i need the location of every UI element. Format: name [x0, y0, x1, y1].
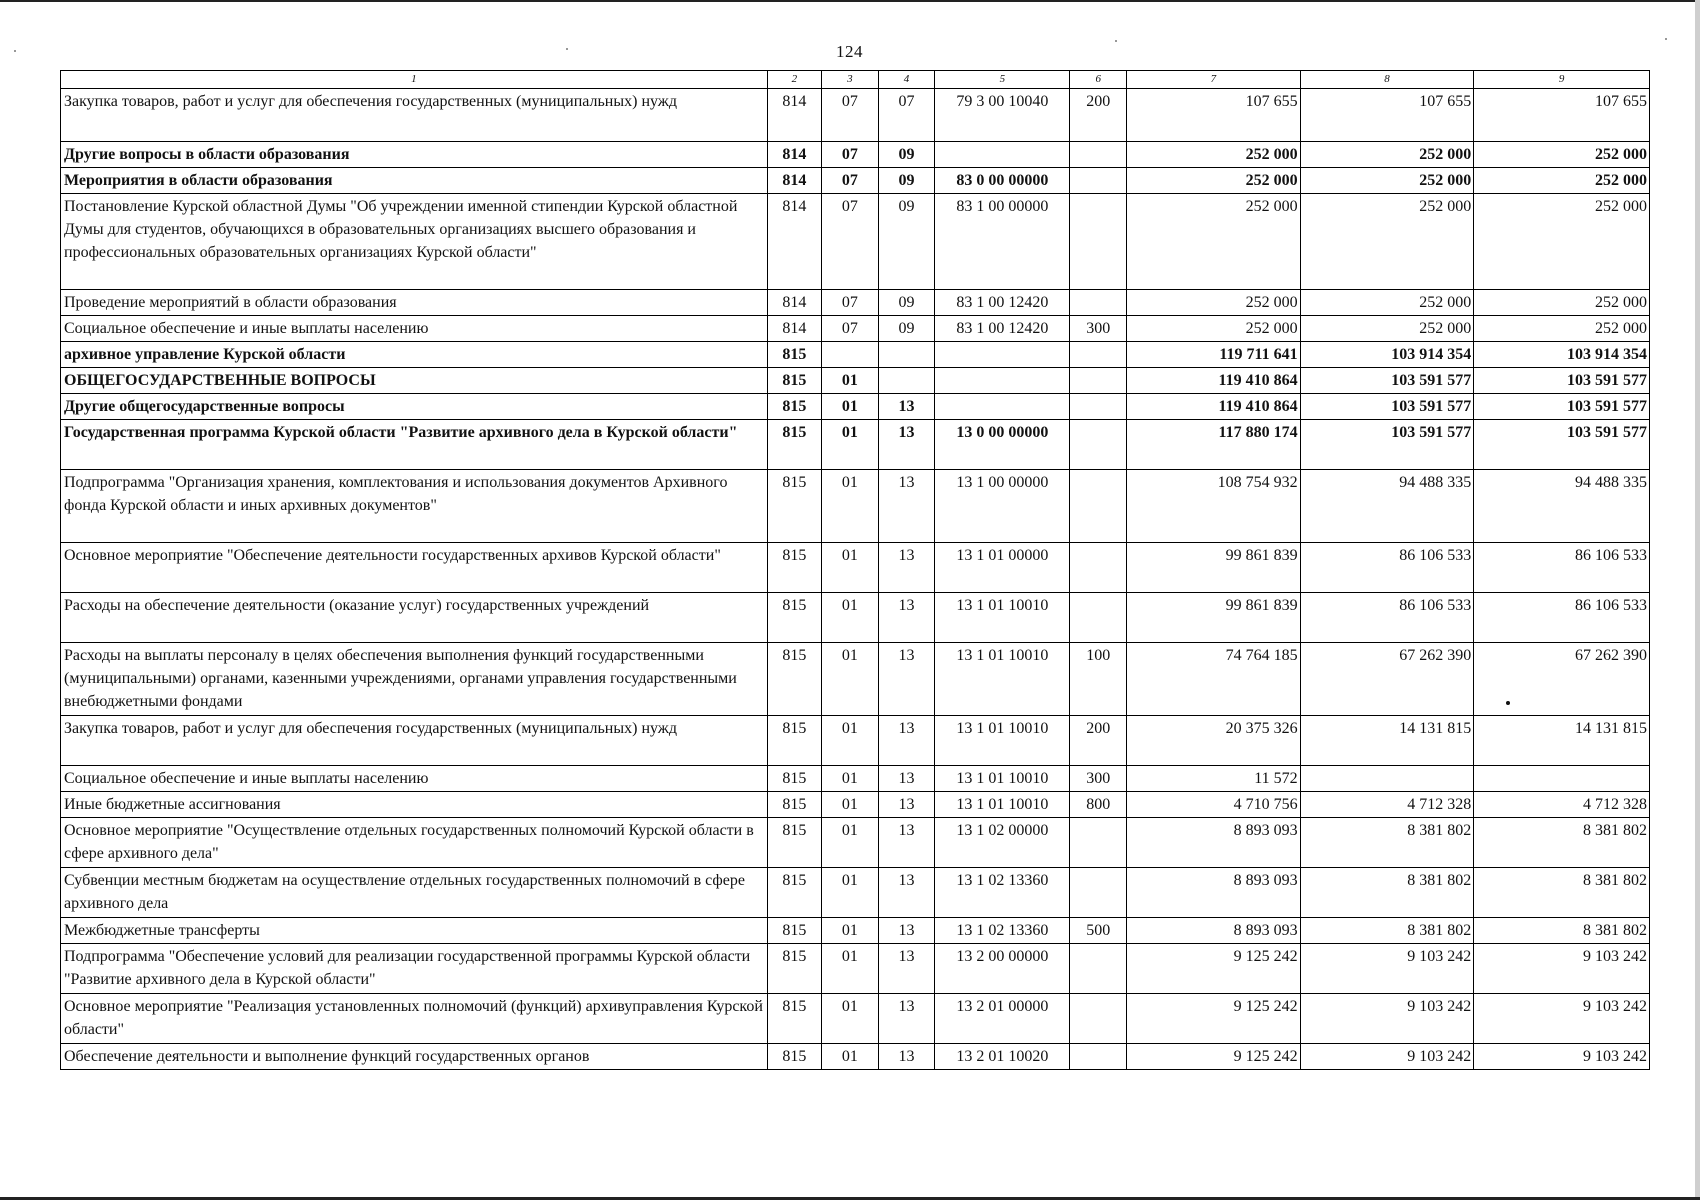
cell-expense-type — [1070, 818, 1127, 868]
cell-subsection — [878, 368, 935, 394]
table-row — [61, 290, 1650, 316]
cell-subsection: 09 — [878, 290, 935, 316]
cell-amount-col7: 20 375 326 — [1127, 716, 1301, 766]
cell-amount-col8: 8 381 802 — [1300, 918, 1474, 944]
cell-section: 07 — [822, 89, 879, 142]
cell-amount-col9: 9 103 242 — [1474, 1044, 1650, 1070]
cell-ministry-code: 815 — [767, 420, 822, 470]
cell-target-article — [935, 394, 1070, 420]
cell-amount-col8: 94 488 335 — [1300, 470, 1474, 543]
cell-expense-type: 200 — [1070, 716, 1127, 766]
cell-amount-col8: 9 103 242 — [1300, 994, 1474, 1044]
cell-amount-col9: 252 000 — [1474, 290, 1650, 316]
cell-ministry-code: 815 — [767, 944, 822, 994]
cell-target-article: 13 1 01 10010 — [935, 716, 1070, 766]
page-number: 124 — [836, 42, 863, 61]
cell-ministry-code: 815 — [767, 918, 822, 944]
cell-subsection: 13 — [878, 818, 935, 868]
cell-amount-col7: 8 893 093 — [1127, 868, 1301, 918]
cell-section: 07 — [822, 194, 879, 290]
cell-amount-col7: 252 000 — [1127, 290, 1301, 316]
cell-expense-type — [1070, 994, 1127, 1044]
cell-subsection: 09 — [878, 168, 935, 194]
cell-ministry-code: 815 — [767, 470, 822, 543]
cell-section: 01 — [822, 994, 879, 1044]
scan-dot — [1506, 701, 1510, 705]
cell-target-article: 13 2 01 00000 — [935, 994, 1070, 1044]
row-name: Закупка товаров, работ и услуг для обеспечения государственных (муниципальных) нужд — [61, 716, 768, 766]
cell-amount-col8: 252 000 — [1300, 194, 1474, 290]
cell-amount-col7: 99 861 839 — [1127, 543, 1301, 593]
column-header: 6 — [1070, 71, 1127, 89]
cell-target-article: 13 1 01 10010 — [935, 593, 1070, 643]
cell-subsection: 13 — [878, 868, 935, 918]
cell-subsection: 13 — [878, 944, 935, 994]
cell-expense-type — [1070, 420, 1127, 470]
table-row — [61, 1044, 1650, 1070]
cell-expense-type — [1070, 394, 1127, 420]
row-name: Основное мероприятие "Обеспечение деятельности государственных архивов Курской области" — [61, 543, 768, 593]
cell-amount-col7: 119 410 864 — [1127, 368, 1301, 394]
cell-amount-col7: 99 861 839 — [1127, 593, 1301, 643]
cell-amount-col7: 119 410 864 — [1127, 394, 1301, 420]
table-row — [61, 168, 1650, 194]
cell-expense-type — [1070, 868, 1127, 918]
cell-amount-col7: 252 000 — [1127, 168, 1301, 194]
cell-section: 01 — [822, 944, 879, 994]
table-row — [61, 918, 1650, 944]
row-name: Мероприятия в области образования — [61, 168, 768, 194]
cell-subsection: 13 — [878, 470, 935, 543]
row-name: Постановление Курской областной Думы "Об учреждении именной стипендии Курской областной Думы для студентов, обучающихся в образовательных организациях высшего образования и профессиональных образовательных организациях Курской области" — [61, 194, 768, 290]
cell-subsection: 13 — [878, 543, 935, 593]
cell-section: 07 — [822, 142, 879, 168]
cell-ministry-code: 815 — [767, 792, 822, 818]
cell-amount-col8: 14 131 815 — [1300, 716, 1474, 766]
cell-amount-col8: 67 262 390 — [1300, 643, 1474, 716]
cell-target-article: 13 1 01 00000 — [935, 543, 1070, 593]
table-row — [61, 420, 1650, 470]
column-header: 1 — [61, 71, 768, 89]
cell-expense-type — [1070, 142, 1127, 168]
cell-section: 01 — [822, 766, 879, 792]
cell-ministry-code: 814 — [767, 290, 822, 316]
cell-amount-col9: 67 262 390 — [1474, 643, 1650, 716]
row-name: Социальное обеспечение и иные выплаты населению — [61, 316, 768, 342]
cell-subsection: 13 — [878, 792, 935, 818]
cell-amount-col7: 9 125 242 — [1127, 994, 1301, 1044]
cell-amount-col8: 103 591 577 — [1300, 420, 1474, 470]
cell-amount-col9: 4 712 328 — [1474, 792, 1650, 818]
cell-amount-col7: 4 710 756 — [1127, 792, 1301, 818]
cell-expense-type: 300 — [1070, 316, 1127, 342]
cell-target-article — [935, 342, 1070, 368]
cell-amount-col8: 86 106 533 — [1300, 593, 1474, 643]
cell-ministry-code: 815 — [767, 543, 822, 593]
cell-amount-col8: 103 591 577 — [1300, 394, 1474, 420]
cell-target-article: 83 1 00 12420 — [935, 290, 1070, 316]
cell-expense-type: 200 — [1070, 89, 1127, 142]
row-name: Обеспечение деятельности и выполнение функций государственных органов — [61, 1044, 768, 1070]
cell-expense-type: 800 — [1070, 792, 1127, 818]
cell-amount-col9: 107 655 — [1474, 89, 1650, 142]
cell-target-article: 13 2 01 10020 — [935, 1044, 1070, 1070]
cell-amount-col9: 252 000 — [1474, 142, 1650, 168]
scan-edge-top — [0, 0, 1700, 2]
cell-amount-col9: 103 914 354 — [1474, 342, 1650, 368]
cell-expense-type — [1070, 168, 1127, 194]
cell-amount-col7: 108 754 932 — [1127, 470, 1301, 543]
cell-target-article: 13 1 01 10010 — [935, 766, 1070, 792]
table-row — [61, 944, 1650, 994]
table-row — [61, 994, 1650, 1044]
cell-target-article — [935, 368, 1070, 394]
cell-amount-col9: 9 103 242 — [1474, 944, 1650, 994]
cell-section: 01 — [822, 1044, 879, 1070]
cell-amount-col9: 252 000 — [1474, 316, 1650, 342]
table-row — [61, 766, 1650, 792]
cell-amount-col8: 103 914 354 — [1300, 342, 1474, 368]
table-row — [61, 470, 1650, 543]
row-name: Расходы на выплаты персоналу в целях обеспечения выполнения функций государственными (муниципальными) органами, казенными учреждениями, органами управления государственными внебюджетными фондами — [61, 643, 768, 716]
column-header: 2 — [767, 71, 822, 89]
cell-amount-col8: 107 655 — [1300, 89, 1474, 142]
cell-target-article: 13 0 00 00000 — [935, 420, 1070, 470]
scan-edge-right — [1695, 0, 1700, 1200]
cell-subsection: 13 — [878, 593, 935, 643]
cell-section: 01 — [822, 643, 879, 716]
cell-ministry-code: 814 — [767, 142, 822, 168]
cell-expense-type — [1070, 593, 1127, 643]
cell-target-article: 83 1 00 12420 — [935, 316, 1070, 342]
cell-amount-col9: 86 106 533 — [1474, 543, 1650, 593]
cell-expense-type: 300 — [1070, 766, 1127, 792]
table-body — [61, 71, 1650, 1070]
row-name: ОБЩЕГОСУДАРСТВЕННЫЕ ВОПРОСЫ — [61, 368, 768, 394]
cell-expense-type — [1070, 194, 1127, 290]
row-name: Подпрограмма "Обеспечение условий для реализации государственной программы Курской области "Развитие архивного дела в Курской области" — [61, 944, 768, 994]
cell-section: 01 — [822, 792, 879, 818]
scan-speck — [14, 50, 16, 52]
cell-target-article: 13 1 01 10010 — [935, 792, 1070, 818]
cell-subsection: 13 — [878, 420, 935, 470]
cell-amount-col8: 252 000 — [1300, 142, 1474, 168]
cell-amount-col8: 9 103 242 — [1300, 1044, 1474, 1070]
cell-subsection: 13 — [878, 643, 935, 716]
cell-ministry-code: 815 — [767, 394, 822, 420]
cell-amount-col9: 8 381 802 — [1474, 868, 1650, 918]
cell-subsection: 13 — [878, 766, 935, 792]
row-name: Закупка товаров, работ и услуг для обеспечения государственных (муниципальных) нужд — [61, 89, 768, 142]
cell-section: 01 — [822, 420, 879, 470]
cell-ministry-code: 814 — [767, 168, 822, 194]
table-row — [61, 543, 1650, 593]
row-name: Социальное обеспечение и иные выплаты населению — [61, 766, 768, 792]
cell-amount-col9 — [1474, 766, 1650, 792]
cell-target-article: 79 3 00 10040 — [935, 89, 1070, 142]
cell-subsection: 09 — [878, 316, 935, 342]
table-row — [61, 342, 1650, 368]
cell-amount-col7: 11 572 — [1127, 766, 1301, 792]
table-row — [61, 194, 1650, 290]
cell-ministry-code: 815 — [767, 868, 822, 918]
scan-speck — [1115, 40, 1117, 42]
table-row — [61, 716, 1650, 766]
cell-target-article: 13 1 00 00000 — [935, 470, 1070, 543]
cell-section: 01 — [822, 543, 879, 593]
cell-amount-col8: 8 381 802 — [1300, 868, 1474, 918]
row-name: Основное мероприятие "Реализация установленных полномочий (функций) архивуправления Курской области" — [61, 994, 768, 1044]
cell-section: 07 — [822, 290, 879, 316]
cell-ministry-code: 814 — [767, 194, 822, 290]
cell-amount-col9: 252 000 — [1474, 168, 1650, 194]
cell-subsection — [878, 342, 935, 368]
column-header: 3 — [822, 71, 879, 89]
cell-amount-col7: 9 125 242 — [1127, 944, 1301, 994]
cell-ministry-code: 815 — [767, 342, 822, 368]
table-row — [61, 593, 1650, 643]
table-row — [61, 818, 1650, 868]
table-row — [61, 792, 1650, 818]
column-header: 9 — [1474, 71, 1650, 89]
cell-amount-col9: 8 381 802 — [1474, 818, 1650, 868]
cell-subsection: 07 — [878, 89, 935, 142]
cell-section: 07 — [822, 168, 879, 194]
cell-amount-col7: 252 000 — [1127, 194, 1301, 290]
cell-amount-col9: 14 131 815 — [1474, 716, 1650, 766]
cell-amount-col9: 103 591 577 — [1474, 394, 1650, 420]
cell-section: 01 — [822, 716, 879, 766]
cell-ministry-code: 815 — [767, 818, 822, 868]
cell-amount-col9: 94 488 335 — [1474, 470, 1650, 543]
cell-amount-col9: 9 103 242 — [1474, 994, 1650, 1044]
table-row — [61, 394, 1650, 420]
cell-amount-col9: 103 591 577 — [1474, 420, 1650, 470]
cell-ministry-code: 815 — [767, 766, 822, 792]
cell-expense-type: 500 — [1070, 918, 1127, 944]
cell-subsection: 09 — [878, 142, 935, 168]
scan-speck — [1665, 38, 1667, 40]
cell-ministry-code: 815 — [767, 716, 822, 766]
cell-section: 01 — [822, 818, 879, 868]
table-row — [61, 89, 1650, 142]
budget-table — [60, 70, 1650, 1070]
cell-section: 01 — [822, 368, 879, 394]
cell-expense-type — [1070, 470, 1127, 543]
row-name: Расходы на обеспечение деятельности (оказание услуг) государственных учреждений — [61, 593, 768, 643]
row-name: Государственная программа Курской области "Развитие архивного дела в Курской области" — [61, 420, 768, 470]
cell-expense-type — [1070, 944, 1127, 994]
cell-subsection: 13 — [878, 994, 935, 1044]
column-header-row — [61, 71, 1650, 89]
cell-subsection: 13 — [878, 1044, 935, 1070]
table-row — [61, 868, 1650, 918]
cell-ministry-code: 814 — [767, 316, 822, 342]
row-name: Подпрограмма "Организация хранения, комплектования и использования документов Архивного фонда Курской области и иных архивных документов" — [61, 470, 768, 543]
cell-target-article — [935, 142, 1070, 168]
cell-target-article: 83 1 00 00000 — [935, 194, 1070, 290]
cell-amount-col8: 8 381 802 — [1300, 818, 1474, 868]
cell-subsection: 13 — [878, 918, 935, 944]
cell-amount-col7: 119 711 641 — [1127, 342, 1301, 368]
row-name: Другие общегосударственные вопросы — [61, 394, 768, 420]
cell-amount-col7: 252 000 — [1127, 316, 1301, 342]
cell-expense-type — [1070, 1044, 1127, 1070]
cell-amount-col8 — [1300, 766, 1474, 792]
cell-target-article: 13 1 01 10010 — [935, 643, 1070, 716]
cell-section: 01 — [822, 470, 879, 543]
cell-expense-type — [1070, 543, 1127, 593]
cell-amount-col7: 107 655 — [1127, 89, 1301, 142]
scan-speck — [566, 48, 568, 50]
cell-subsection: 09 — [878, 194, 935, 290]
cell-amount-col7: 8 893 093 — [1127, 818, 1301, 868]
cell-expense-type: 100 — [1070, 643, 1127, 716]
cell-amount-col9: 103 591 577 — [1474, 368, 1650, 394]
row-name: Межбюджетные трансферты — [61, 918, 768, 944]
column-header: 7 — [1127, 71, 1301, 89]
row-name: Основное мероприятие "Осуществление отдельных государственных полномочий Курской области в сфере архивного дела" — [61, 818, 768, 868]
table-row — [61, 316, 1650, 342]
cell-ministry-code: 815 — [767, 593, 822, 643]
cell-amount-col8: 9 103 242 — [1300, 944, 1474, 994]
row-name: Проведение мероприятий в области образования — [61, 290, 768, 316]
cell-amount-col8: 252 000 — [1300, 316, 1474, 342]
cell-expense-type — [1070, 290, 1127, 316]
cell-ministry-code: 815 — [767, 1044, 822, 1070]
cell-section: 01 — [822, 918, 879, 944]
cell-amount-col7: 74 764 185 — [1127, 643, 1301, 716]
cell-amount-col8: 86 106 533 — [1300, 543, 1474, 593]
table-row — [61, 643, 1650, 716]
column-header: 4 — [878, 71, 935, 89]
cell-target-article: 13 1 02 00000 — [935, 818, 1070, 868]
cell-subsection: 13 — [878, 716, 935, 766]
column-header: 5 — [935, 71, 1070, 89]
cell-expense-type — [1070, 368, 1127, 394]
cell-amount-col9: 252 000 — [1474, 194, 1650, 290]
cell-amount-col9: 86 106 533 — [1474, 593, 1650, 643]
cell-section: 01 — [822, 394, 879, 420]
cell-amount-col8: 4 712 328 — [1300, 792, 1474, 818]
cell-amount-col7: 8 893 093 — [1127, 918, 1301, 944]
cell-amount-col8: 252 000 — [1300, 168, 1474, 194]
cell-target-article: 13 1 02 13360 — [935, 868, 1070, 918]
cell-section: 01 — [822, 593, 879, 643]
cell-target-article: 13 2 00 00000 — [935, 944, 1070, 994]
cell-ministry-code: 815 — [767, 643, 822, 716]
row-name: Субвенции местным бюджетам на осуществление отдельных государственных полномочий в сфере архивного дела — [61, 868, 768, 918]
cell-target-article: 83 0 00 00000 — [935, 168, 1070, 194]
cell-amount-col7: 9 125 242 — [1127, 1044, 1301, 1070]
row-name: Другие вопросы в области образования — [61, 142, 768, 168]
column-header: 8 — [1300, 71, 1474, 89]
table-row — [61, 368, 1650, 394]
cell-amount-col7: 117 880 174 — [1127, 420, 1301, 470]
cell-expense-type — [1070, 342, 1127, 368]
cell-section: 01 — [822, 868, 879, 918]
cell-amount-col9: 8 381 802 — [1474, 918, 1650, 944]
table-row — [61, 142, 1650, 168]
cell-section — [822, 342, 879, 368]
row-name: Иные бюджетные ассигнования — [61, 792, 768, 818]
cell-subsection: 13 — [878, 394, 935, 420]
cell-ministry-code: 814 — [767, 89, 822, 142]
row-name: архивное управление Курской области — [61, 342, 768, 368]
cell-ministry-code: 815 — [767, 994, 822, 1044]
cell-amount-col7: 252 000 — [1127, 142, 1301, 168]
cell-section: 07 — [822, 316, 879, 342]
cell-target-article: 13 1 02 13360 — [935, 918, 1070, 944]
cell-ministry-code: 815 — [767, 368, 822, 394]
cell-amount-col8: 103 591 577 — [1300, 368, 1474, 394]
cell-amount-col8: 252 000 — [1300, 290, 1474, 316]
